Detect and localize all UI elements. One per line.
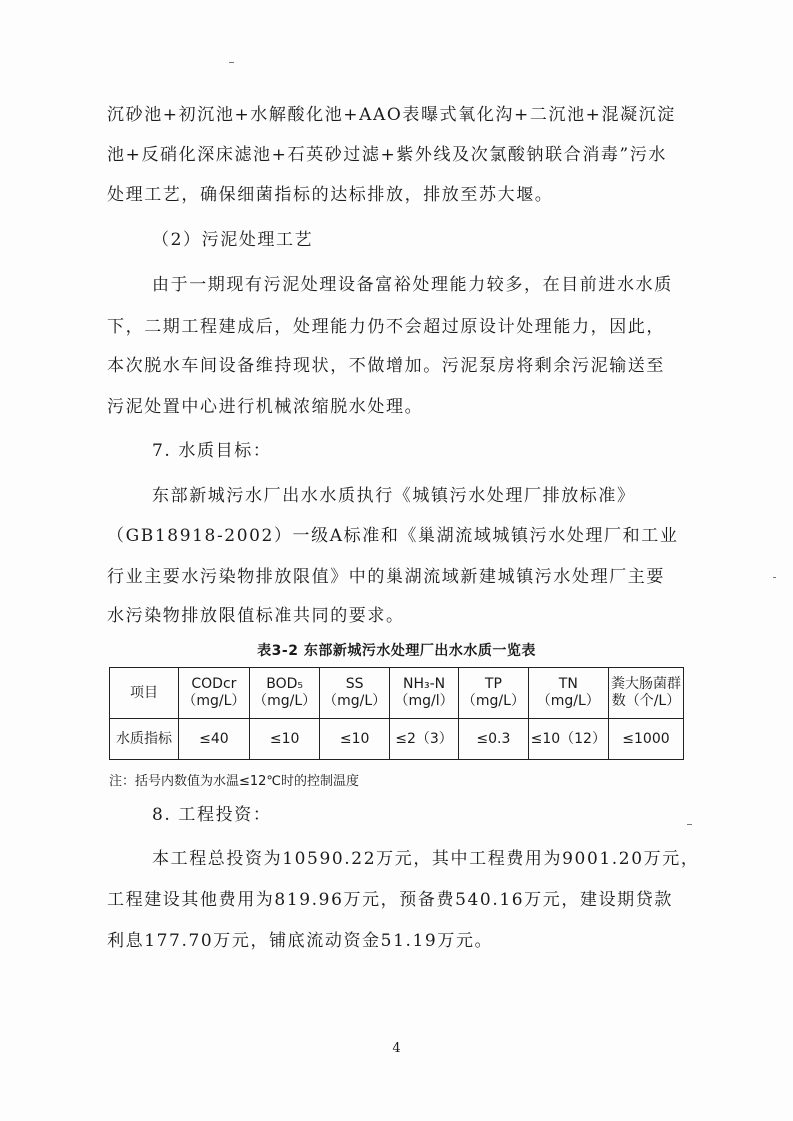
table-cell: ≤40 <box>179 719 250 760</box>
row-label-cell: 水质指标 <box>110 719 179 760</box>
header-cell: CODcr （mg/L） <box>179 668 250 719</box>
paragraph-line: 水污染物排放限值标准共同的要求。 <box>107 606 405 626</box>
paragraph-line: 池+反硝化深床滤池+石英砂过滤+紫外线及次氯酸钠联合消毒”污水 <box>107 145 668 165</box>
scan-speck <box>229 62 234 63</box>
section-heading: （2）污泥处理工艺 <box>152 230 314 250</box>
header-cell: 粪大肠菌群 数（个/L） <box>608 668 683 719</box>
header-cell: NH₃-N （mg/l） <box>389 668 458 719</box>
header-cell: TN （mg/L） <box>528 668 608 719</box>
paragraph-line: 沉砂池+初沉池+水解酸化池+AAO表曝式氧化沟+二沉池+混凝沉淀 <box>107 105 676 125</box>
paragraph-line: 本工程总投资为10590.22万元，其中工程费用为9001.20万元， <box>152 849 700 869</box>
paragraph-line: 工程建设其他费用为819.96万元，预备费540.16万元，建设期贷款 <box>107 890 673 910</box>
water-quality-table <box>109 667 684 760</box>
paragraph-line: （GB18918-2002）一级A标准和《巢湖流域城镇污水处理厂和工业 <box>107 526 679 546</box>
paragraph-line: 污泥处置中心进行机械浓缩脱水处理。 <box>107 397 424 417</box>
table-caption: 表3-2 东部新城污水处理厂出水水质一览表 <box>257 643 536 659</box>
paragraph-line: 由于一期现有污泥处理设备富裕处理能力较多，在目前进水水质 <box>152 275 673 295</box>
scan-speck <box>773 577 776 578</box>
paragraph-line: 下，二期工程建成后，处理能力仍不会超过原设计处理能力，因此， <box>107 317 665 337</box>
paragraph-line: 本次脱水车间设备维持现状，不做增加。污泥泵房将剩余污泥输送至 <box>107 356 665 376</box>
paragraph-line: 东部新城污水厂出水水质执行《城镇污水处理厂排放标准》 <box>152 486 636 506</box>
table-note: 注：括号内数值为水温≤12℃时的控制温度 <box>109 774 360 789</box>
table-cell: ≤10（12） <box>528 719 608 760</box>
table-cell: ≤10 <box>320 719 389 760</box>
table-cell: ≤2（3） <box>389 719 458 760</box>
table-cell: ≤0.3 <box>459 719 528 760</box>
scan-speck <box>687 824 692 825</box>
paragraph-line: 利息177.70万元，铺底流动资金51.19万元。 <box>107 931 494 951</box>
table-row <box>110 719 684 760</box>
paragraph-line: 行业主要水污染物排放限值》中的巢湖流域新建城镇污水处理厂主要 <box>107 567 665 587</box>
header-cell: SS （mg/L） <box>320 668 389 719</box>
section-heading: 7. 水质目标： <box>152 441 272 461</box>
table-header-row <box>110 668 684 719</box>
table-cell: ≤10 <box>249 719 320 760</box>
paragraph-line: 处理工艺，确保细菌指标的达标排放，排放至苏大堰。 <box>107 185 554 205</box>
header-cell: 项目 <box>110 668 179 719</box>
table-cell: ≤1000 <box>608 719 683 760</box>
page-number: 4 <box>392 1041 401 1056</box>
header-cell: TP （mg/L） <box>459 668 528 719</box>
section-heading: 8. 工程投资： <box>152 805 272 825</box>
header-cell: BOD₅ （mg/L） <box>249 668 320 719</box>
